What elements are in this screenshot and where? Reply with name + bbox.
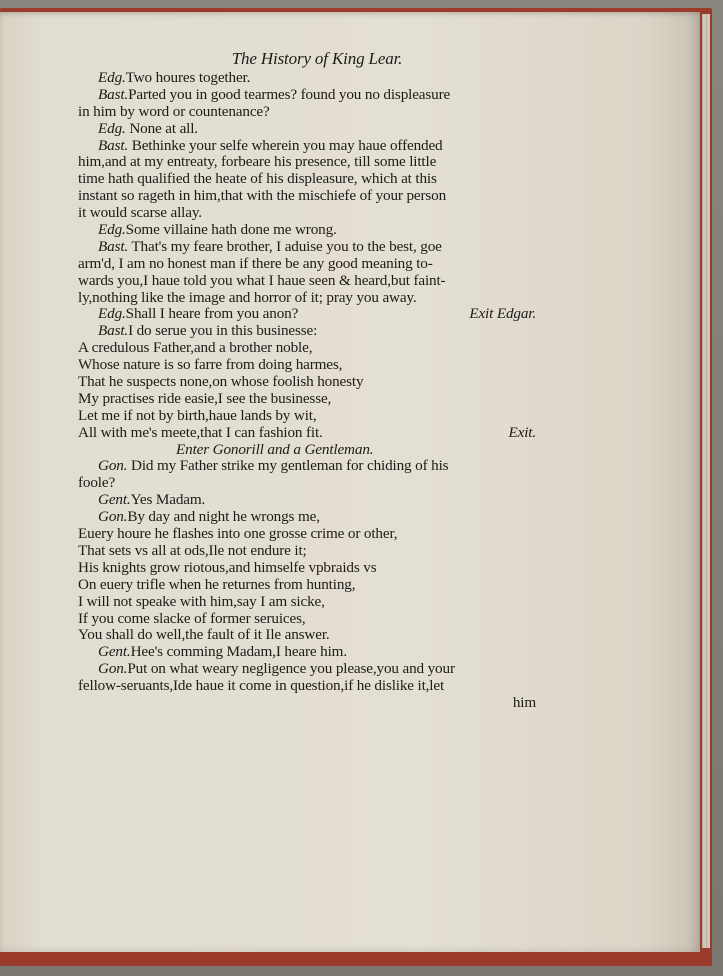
line-text: in him by word or countenance? — [78, 102, 270, 120]
text-line — [78, 509, 536, 526]
line-text: Parted you in good tearmes? found you no displeasure — [128, 85, 451, 103]
text-line — [78, 678, 536, 695]
speaker-prefix: Bast. — [98, 136, 129, 154]
line-text: Two houres together. — [125, 69, 251, 86]
line-text: My practises ride easie,I see the businesse, — [78, 389, 332, 407]
text-line — [78, 323, 536, 340]
text-line — [78, 87, 536, 104]
line-text: Let me if not by birth,haue lands by wit, — [78, 406, 317, 424]
line-text: Hee's comming Madam,I heare him. — [130, 643, 347, 661]
line-text: None at all. — [125, 119, 198, 137]
speaker-prefix: Gon. — [98, 457, 128, 475]
line-text: That's my feare brother, I aduise you to the best, goe — [128, 237, 442, 255]
text-line — [78, 222, 536, 239]
line-text: On euery trifle when he returnes from hunting, — [78, 575, 356, 593]
line-text: Yes Madam. — [130, 491, 206, 509]
exit-direction: Exit. — [508, 423, 536, 441]
text-line — [78, 611, 536, 628]
text-line — [78, 560, 536, 577]
running-head: The History of King Lear. — [231, 49, 403, 68]
text-line — [78, 205, 536, 222]
text-line — [78, 577, 536, 594]
speaker-prefix: Bast. — [98, 237, 129, 255]
line-text: I do serue you in this businesse: — [128, 322, 318, 340]
text-line — [78, 391, 536, 408]
speaker-prefix: Edg. — [98, 221, 126, 239]
text-line — [78, 171, 536, 188]
line-text: Put on what weary negligence you please,you and your — [127, 660, 455, 678]
text-line — [78, 425, 536, 442]
speaker-prefix: Bast. — [98, 85, 129, 103]
text-line — [78, 154, 536, 171]
line-text: Bethinke your selfe wherein you may haue offended — [128, 136, 443, 154]
book-page — [0, 12, 700, 952]
line-text: A credulous Father,and a brother noble, — [78, 339, 313, 357]
line-text: His knights grow riotous,and himselfe vpbraids vs — [78, 558, 377, 576]
line-text: Enter Gonorill and a Gentleman. — [176, 440, 374, 458]
line-text: Shall I heare from you anon? — [125, 305, 299, 323]
page-text — [78, 48, 536, 712]
page-edge — [706, 14, 710, 948]
line-text: Euery houre he flashes into one grosse crime or other, — [78, 525, 398, 543]
text-line — [78, 594, 536, 611]
line-text: By day and night he wrongs me, — [127, 508, 320, 526]
speaker-prefix: Edg. — [98, 119, 126, 137]
speaker-prefix: Edg. — [98, 69, 126, 86]
line-text: That sets vs all at ods,Ile not endure it; — [78, 541, 307, 559]
text-line — [78, 306, 536, 323]
line-text: Some villaine hath done me wrong. — [125, 221, 337, 239]
text-line — [78, 357, 536, 374]
text-line — [78, 627, 536, 644]
speaker-prefix: Gent. — [98, 491, 131, 509]
line-text: That he suspects none,on whose foolish honesty — [78, 373, 364, 391]
text-line — [78, 661, 536, 678]
line-text: You shall do well,the fault of it Ile answer. — [78, 626, 330, 644]
text-line — [78, 239, 536, 256]
line-text: All with me's meete,that I can fashion fit. — [78, 423, 323, 441]
exit-direction: Exit Edgar. — [469, 305, 536, 323]
text-line — [78, 458, 536, 475]
text-line — [78, 256, 536, 273]
speaker-prefix: Gent. — [98, 643, 131, 661]
text-line — [78, 492, 536, 509]
text-line — [78, 70, 536, 87]
line-text: instant so rageth in him,that with the mischiefe of your person — [78, 187, 447, 205]
text-line — [78, 408, 536, 425]
text-line — [78, 273, 536, 290]
stage-direction — [78, 442, 536, 459]
line-text: Did my Father strike my gentleman for chiding of his — [127, 457, 449, 475]
speaker-prefix: Gon. — [98, 660, 128, 678]
text-line — [78, 104, 536, 121]
catchword: him — [512, 693, 536, 711]
line-text: ly,nothing like the image and horror of it; pray you away. — [78, 288, 417, 306]
speaker-prefix: Gon. — [98, 508, 128, 526]
speaker-prefix: Bast. — [98, 322, 129, 340]
text-line — [78, 340, 536, 357]
text-line — [78, 543, 536, 560]
text-line — [78, 644, 536, 661]
line-text: foole? — [78, 474, 116, 492]
line-text: time hath qualified the heate of his displeasure, which at this — [78, 170, 437, 188]
text-line — [78, 290, 536, 307]
text-line — [78, 138, 536, 155]
speaker-prefix: Edg. — [98, 305, 126, 323]
line-text: it would scarse allay. — [78, 204, 202, 222]
text-line — [78, 526, 536, 543]
text-line — [78, 121, 536, 138]
line-text: If you come slacke of former seruices, — [78, 609, 306, 627]
line-text: him,and at my entreaty, forbeare his presence, till some little — [78, 153, 437, 171]
line-text: I will not speake with him,say I am sicke, — [78, 592, 325, 610]
text-line — [78, 374, 536, 391]
line-text: wards you,I haue told you what I haue seen & heard,but faint- — [78, 271, 446, 289]
line-text: arm'd, I am no honest man if there be any good meaning to- — [78, 254, 433, 272]
text-lines — [78, 70, 536, 695]
line-text: fellow-seruants,Ide haue it come in question,if he dislike it,let — [78, 677, 445, 695]
text-line — [78, 475, 536, 492]
line-text: Whose nature is so farre from doing harmes, — [78, 356, 343, 374]
text-line — [78, 188, 536, 205]
